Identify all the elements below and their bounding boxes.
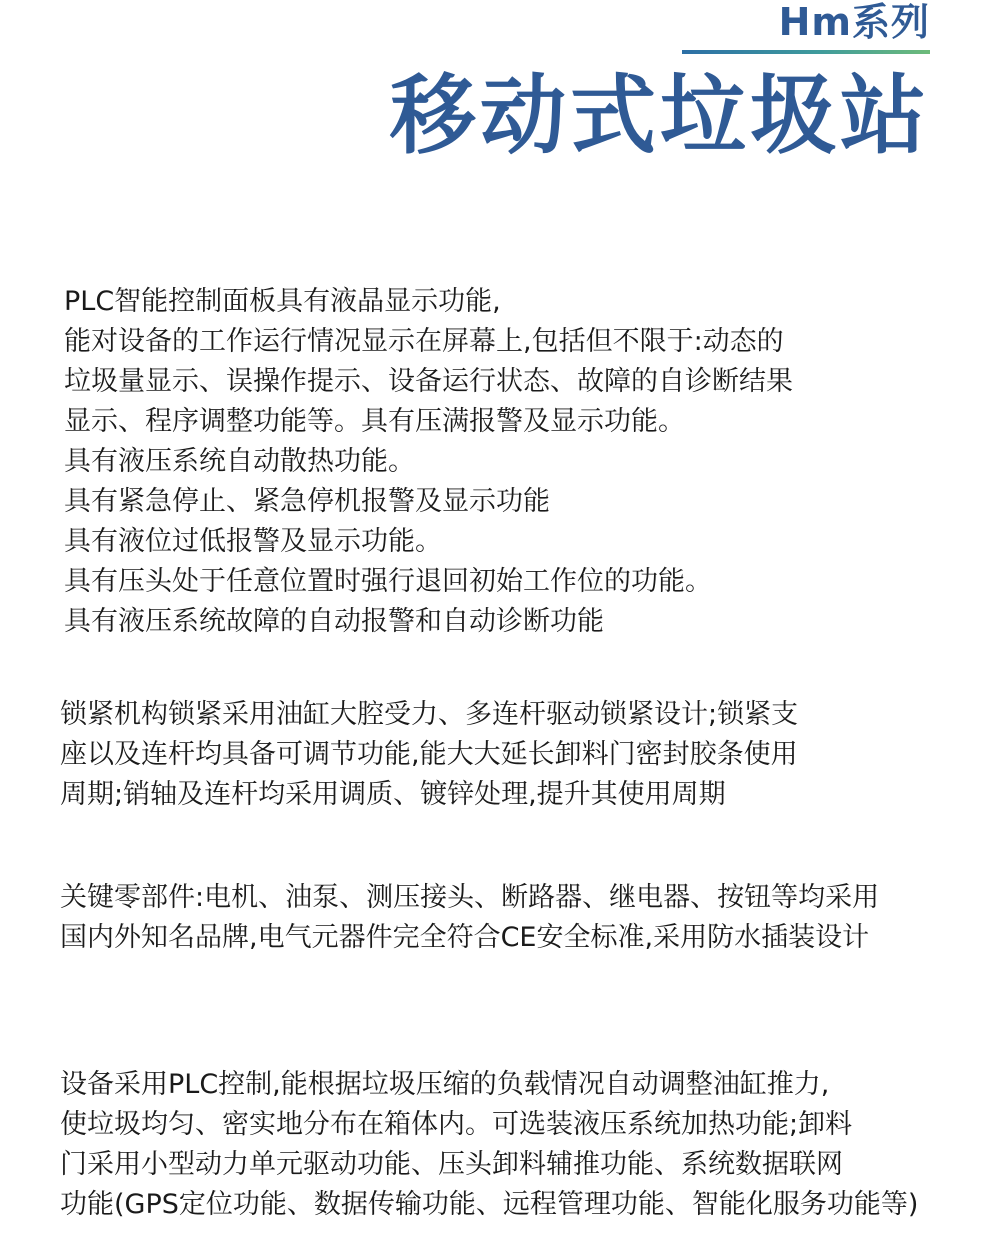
feature-paragraph-plc-control — [60, 1065, 1000, 1225]
paragraph-line: 关键零部件:电机、油泵、测压接头、断路器、继电器、按钮等均采用 — [60, 882, 880, 913]
paragraph-line: 具有液压系统故障的自动报警和自动诊断功能 — [64, 606, 604, 637]
paragraph-line: 周期;销轴及连杆均采用调质、镀锌处理,提升其使用周期 — [60, 779, 726, 810]
paragraph-line: 具有液位过低报警及显示功能。 — [64, 526, 442, 557]
page-title: 移动式垃圾站 — [390, 66, 930, 166]
header — [390, 0, 930, 180]
feature-paragraph-components — [60, 878, 1000, 958]
paragraph-line: 设备采用PLC控制,能根据垃圾压缩的负载情况自动调整油缸推力, — [60, 1069, 830, 1100]
paragraph-line: 使垃圾均匀、密实地分布在箱体内。可选装液压系统加热功能;卸料 — [60, 1109, 853, 1140]
feature-paragraph-locking — [60, 695, 1000, 815]
paragraph-line: PLC智能控制面板具有液晶显示功能, — [64, 286, 501, 317]
paragraph-line: 座以及连杆均具备可调节功能,能大大延长卸料门密封胶条使用 — [60, 739, 798, 770]
series-label: Hm系列 — [778, 0, 930, 44]
header-divider — [682, 50, 930, 54]
paragraph-line: 显示、程序调整功能等。具有压满报警及显示功能。 — [64, 406, 685, 437]
feature-paragraph-control-panel — [64, 282, 1000, 642]
paragraph-line: 具有液压系统自动散热功能。 — [64, 446, 415, 477]
paragraph-line: 锁紧机构锁紧采用油缸大腔受力、多连杆驱动锁紧设计;锁紧支 — [60, 699, 799, 730]
paragraph-line: 功能(GPS定位功能、数据传输功能、远程管理功能、智能化服务功能等) — [60, 1189, 919, 1220]
paragraph-line: 门采用小型动力单元驱动功能、压头卸料辅推功能、系统数据联网 — [60, 1149, 843, 1180]
paragraph-line: 具有紧急停止、紧急停机报警及显示功能 — [64, 486, 550, 517]
paragraph-line: 能对设备的工作运行情况显示在屏幕上,包括但不限于:动态的 — [64, 326, 784, 357]
paragraph-line: 垃圾量显示、误操作提示、设备运行状态、故障的自诊断结果 — [64, 366, 793, 397]
paragraph-line: 具有压头处于任意位置时强行退回初始工作位的功能。 — [64, 566, 712, 597]
paragraph-line: 国内外知名品牌,电气元器件完全符合CE安全标准,采用防水插装设计 — [60, 922, 870, 953]
